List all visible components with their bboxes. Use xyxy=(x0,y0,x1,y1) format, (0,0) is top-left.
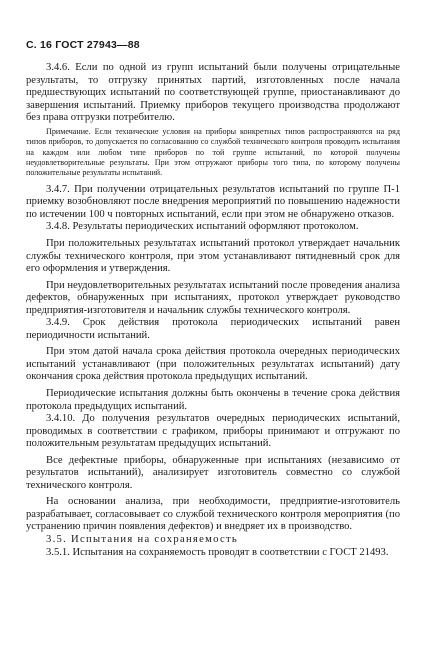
paragraph-3-5-1: 3.5.1. Испытания на сохраняемость проводят в соответствии с ГОСТ 21493. xyxy=(46,546,389,558)
paragraph-analysis-basis: На основании анализа, при необходимости, предприятие-изготовитель разрабатывает, согласовывает со службой технического контроля мероприятия (по устранению причин появления дефектов) и внедряет их в производство. xyxy=(26,496,400,533)
paragraph-3-4-10: 3.4.10. До получения результатов очередных периодических испытаний, проводимых в соответствии с графиком, приборы принимают и отгружают по положительным результатам предыдущих испытаний. xyxy=(26,413,400,450)
paragraph-positive-results: При положительных результатах испытаний протокол утверждает начальник службы технического контроля, при этом устанавливают пятидневный срок для его оформления и утверждения. xyxy=(26,237,400,275)
paragraph-negative-results: При неудовлетворительных результатах испытаний после проведения анализа дефектов, обнаруженных при испытаниях, протокол утверждает руководство предприятия-изготовителя и начальник службы технического контроля. xyxy=(26,279,400,316)
document-body xyxy=(26,62,400,559)
paragraph-3-4-7: 3.4.7. При получении отрицательных результатов испытаний по группе П-1 приемку возобновляют после внедрения мероприятий по повышению надежности по истечении 100 ч повторных испытаний, если при этом не обнаружено отказов. xyxy=(26,183,400,220)
page-header: С. 16 ГОСТ 27943—88 xyxy=(26,39,140,51)
paragraph-start-date: При этом датой начала срока действия протокола очередных периодических испытаний устанавливают (при положительных результатах испытаний) дату окончания срока действия протокола предыдущих испытаний. xyxy=(26,346,400,383)
paragraph-3-4-6: 3.4.6. Если по одной из групп испытаний были получены отрицательные результаты, то отгрузку принятых партий, изготовленных после начала предшествующих испытаний по соответствующей группе, приостанавливают до завершения испытаний. Приемку приборов текущего производства продолжают без права отгрузки потребителю. xyxy=(26,62,400,124)
note-paragraph: Примечание. Если технические условия на приборы конкретных типов распространяются на ряд типов приборов, то допускается по согласованию со службой технического контроля проводить испытания на каждом или любом типе приборов по той группе испытаний, по которой получены неудовлетворительные результаты. При этом отгружают приборы того типа, по которому получены положительные результаты испытаний. xyxy=(26,126,400,178)
paragraph-3-4-8: 3.4.8. Результаты периодических испытаний оформляют протоколом. xyxy=(46,221,359,233)
paragraph-3-4-9: 3.4.9. Срок действия протокола периодических испытаний равен периодичности испытаний. xyxy=(26,317,400,341)
paragraph-periodic-end: Периодические испытания должны быть окончены в течение срока действия протокола предыдущих испытаний. xyxy=(26,387,400,412)
section-heading-3-5: 3.5. Испытания на сохраняемость xyxy=(46,533,239,545)
paragraph-defective-devices: Все дефектные приборы, обнаруженные при испытаниях (независимо от результатов испытаний), анализирует изготовитель совместно со службой технического контроля. xyxy=(26,454,400,491)
